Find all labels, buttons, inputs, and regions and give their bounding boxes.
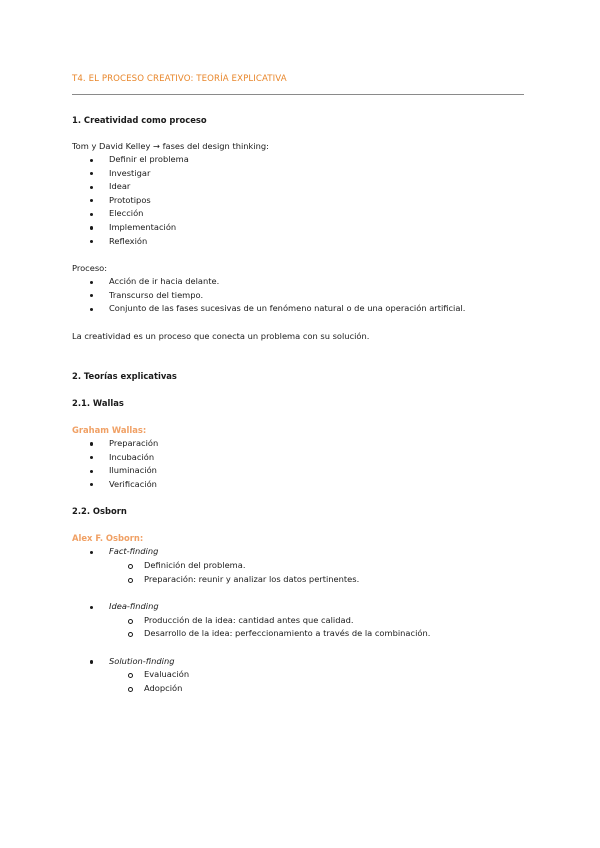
osborn-stages: [72, 545, 524, 559]
osborn-author: Alex F. Osborn:: [72, 533, 144, 544]
list-item: Elección: [72, 207, 524, 221]
section2-heading: 2. Teorías explicativas: [72, 370, 177, 381]
list-item: Investigar: [72, 167, 524, 181]
osborn-stage-idea-finding: Idea-finding: [72, 600, 524, 614]
design-thinking-phases: [72, 153, 524, 248]
list-item: Incubación: [72, 451, 524, 465]
proceso-list: [72, 275, 524, 316]
list-item: Prototipos: [72, 194, 524, 208]
list-item: Acción de ir hacia delante.: [72, 275, 524, 289]
list-item: Implementación: [72, 221, 524, 235]
creativity-conclusion: La creatividad es un proceso que conecta un problema con su solución.: [72, 330, 370, 341]
list-item: Preparación: [72, 437, 524, 451]
osborn-stage-fact-finding: Fact-finding: [72, 545, 524, 559]
list-item: Conjunto de las fases sucesivas de un fenómeno natural o de una operación artificial.: [72, 302, 524, 316]
section1-heading: 1. Creatividad como proceso: [72, 115, 207, 125]
wallas-heading: 2.1. Wallas: [72, 397, 124, 408]
fact-finding-sublist: [72, 559, 524, 586]
design-thinking-intro: Tom y David Kelley → fases del design thinking:: [72, 141, 269, 151]
list-item: Transcurso del tiempo.: [72, 289, 524, 303]
list-item: Definir el problema: [72, 153, 524, 167]
document-page: [72, 72, 524, 696]
idea-finding-sublist: [72, 614, 524, 641]
list-item: Evaluación: [72, 668, 524, 682]
osborn-stages-2: [72, 600, 524, 614]
list-item: Idear: [72, 180, 524, 194]
list-item: Desarrollo de la idea: perfeccionamiento a través de la combinación.: [72, 627, 524, 641]
list-item: Producción de la idea: cantidad antes que calidad.: [72, 614, 524, 628]
osborn-stages-3: [72, 655, 524, 669]
list-item: Reflexión: [72, 235, 524, 249]
list-item: Preparación: reunir y analizar los datos pertinentes.: [72, 573, 524, 587]
document-title: T4. EL PROCESO CREATIVO: TEORÍA EXPLICATIVA: [72, 74, 287, 84]
osborn-stage-solution-finding: Solution-finding: [72, 655, 524, 669]
wallas-author: Graham Wallas:: [72, 424, 147, 435]
solution-finding-sublist: [72, 668, 524, 695]
title-divider: [72, 94, 524, 95]
osborn-heading: 2.2. Osborn: [72, 506, 127, 517]
list-item: Iluminación: [72, 464, 524, 478]
list-item: Verificación: [72, 478, 524, 492]
list-item: Adopción: [72, 682, 524, 696]
list-item: Definición del problema.: [72, 559, 524, 573]
proceso-label: Proceso:: [72, 263, 108, 274]
wallas-stages: [72, 437, 524, 491]
